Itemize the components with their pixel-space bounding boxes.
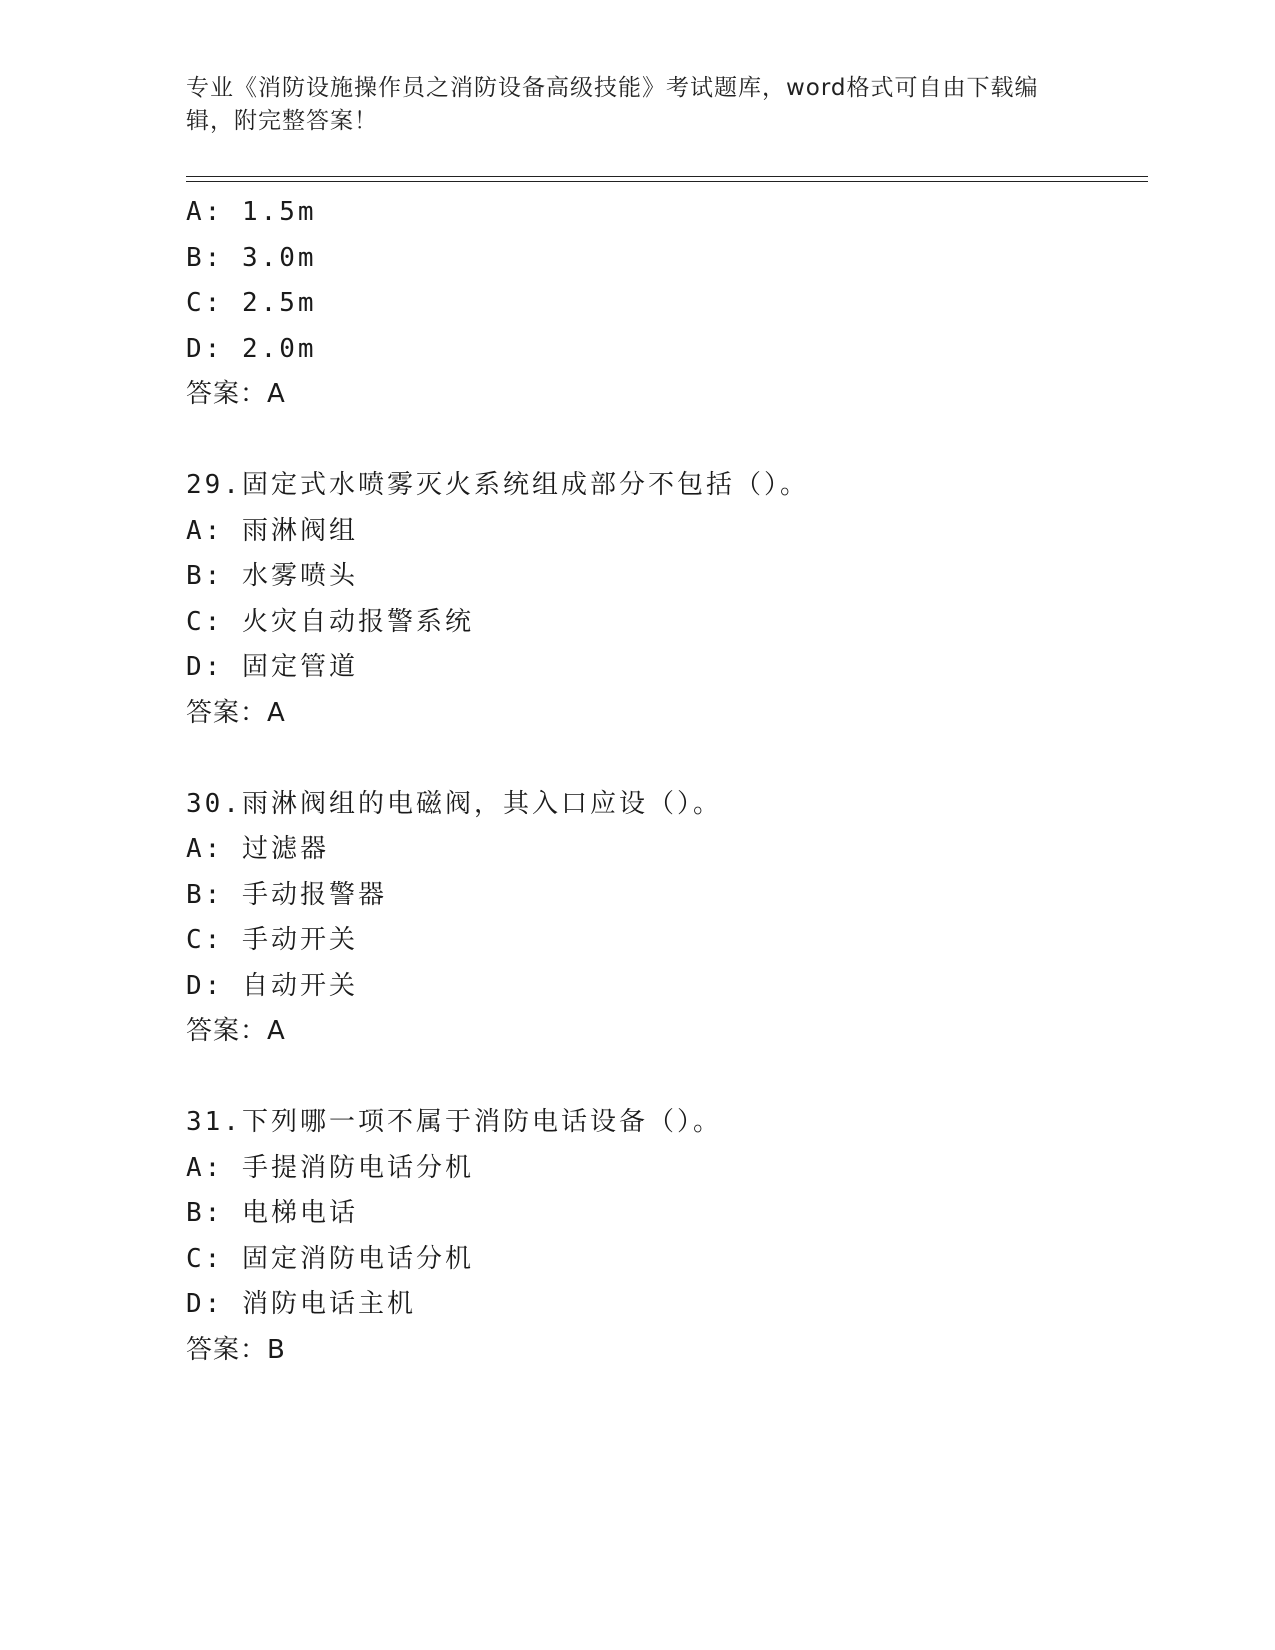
header-divider-top: [186, 176, 1148, 177]
option-c: C: 固定消防电话分机: [186, 1243, 474, 1274]
document-header: [186, 72, 1066, 138]
option-d: D: 自动开关: [186, 970, 358, 1001]
option-c: C: 2.5m: [186, 288, 317, 318]
question-text: 31.下列哪一项不属于消防电话设备（）。: [186, 1107, 722, 1137]
option-d: D: 固定管道: [186, 652, 358, 682]
option-c: C: 火灾自动报警系统: [186, 606, 474, 637]
option-d: D: 2.0m: [186, 333, 317, 364]
question-block-31: [186, 1100, 1146, 1373]
question-text: 29.固定式水喷雾灭火系统组成部分不包括（）。: [186, 470, 809, 500]
question-block-29: [186, 463, 1146, 736]
spacer: [186, 418, 1146, 464]
question-block-30: [186, 782, 1146, 1055]
option-a: A: 雨淋阀组: [186, 515, 358, 546]
header-line-1: 专业《消防设施操作员之消防设备高级技能》考试题库，word格式可自由下载编: [186, 75, 1039, 101]
option-b: B: 3.0m: [186, 242, 317, 273]
answer-line: 答案：A: [186, 379, 286, 409]
question-list: [186, 190, 1146, 1373]
option-a: A: 1.5m: [186, 197, 317, 227]
option-b: B: 手动报警器: [186, 879, 387, 910]
question-block-28: [186, 190, 1146, 418]
option-c: C: 手动开关: [186, 925, 358, 955]
option-b: B: 水雾喷头: [186, 561, 358, 591]
answer-line: 答案：B: [186, 1334, 286, 1365]
spacer: [186, 736, 1146, 782]
header-line-2: 辑，附完整答案！: [186, 108, 378, 134]
option-b: B: 电梯电话: [186, 1198, 358, 1228]
option-a: A: 过滤器: [186, 834, 329, 864]
header-divider-bottom: [186, 181, 1148, 182]
option-d: D: 消防电话主机: [186, 1289, 416, 1319]
question-text: 30.雨淋阀组的电磁阀，其入口应设（）。: [186, 788, 722, 819]
spacer: [186, 1055, 1146, 1101]
option-a: A: 手提消防电话分机: [186, 1152, 474, 1183]
answer-line: 答案：A: [186, 1016, 286, 1046]
answer-line: 答案：A: [186, 697, 286, 728]
